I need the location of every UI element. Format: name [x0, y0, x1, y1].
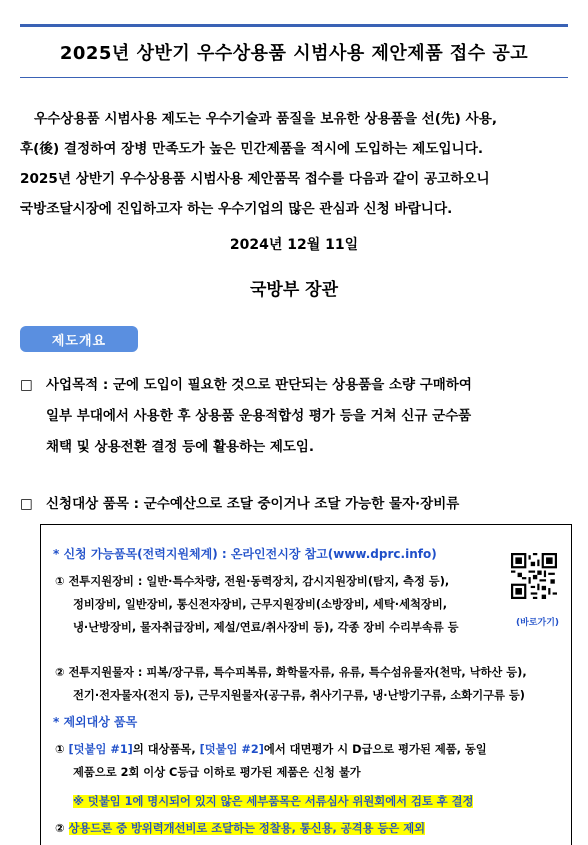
- excluded-item-1: [55, 741, 487, 757]
- page-title: 2025년 상반기 우수상용품 시범사용 제안제품 접수 공고: [59, 43, 529, 64]
- equipment-line: ① 전투지원장비 : 일반·특수차량, 전원·동력장치, 감시지원장비(탐지, 측정 등),: [55, 575, 450, 588]
- title-box: [20, 24, 568, 78]
- target-section: [20, 489, 575, 520]
- issuer: 국방부 장관: [249, 280, 339, 300]
- target-line: 신청대상 품목 : 군수예산으로 조달 중이거나 조달 가능한 물자·장비류: [46, 496, 460, 512]
- material-line: ② 전투지원물자 : 피복/장구류, 특수피복류, 화학물자류, 유류, 특수섬유물자(천막, 낙하산 등),: [55, 666, 527, 679]
- item-number: ①: [55, 743, 65, 756]
- note-line: [73, 793, 473, 809]
- drone-exclusion-text: 상용드론 중 방위력개선비로 조달하는 정찰용, 통신용, 공격용 등은 제외: [68, 822, 426, 835]
- equipment-line: 정비장비, 일반장비, 통신전자장비, 근무지원장비(소방장비, 세탁·세척장비,: [73, 598, 448, 611]
- excluded-line: 제품으로 2회 이상 C등급 이하로 평가된 제품은 신청 불가: [73, 766, 361, 779]
- note-highlight: ※ 덧붙임 1에 명시되어 있지 않은 세부품목은 서류심사 위원회에서 검토 후 결정: [73, 795, 474, 808]
- intro-line: 우수상용품 시범사용 제도는 우수기술과 품질을 보유한 상용품을 선(先) 사용,: [34, 111, 497, 127]
- intro-line: 국방조달시장에 진입하고자 하는 우수기업의 많은 관심과 신청 바랍니다.: [20, 201, 453, 217]
- intro-line: 2025년 상반기 우수상용품 시범사용 제안품목 접수를 다음과 같이 공고하오니: [20, 171, 490, 187]
- intro-paragraph: [20, 104, 570, 224]
- purpose-section: [20, 370, 575, 463]
- checkbox-bullet: □: [20, 377, 33, 393]
- excluded-item-2: [55, 820, 425, 836]
- qr-code-icon[interactable]: [511, 553, 557, 599]
- excluded-text: 의 대상품목,: [132, 743, 200, 756]
- available-heading: * 신청 가능품목(전력지원체계) : 온라인전시장 참고(www.dprc.info): [53, 547, 437, 561]
- qr-shortcut-link[interactable]: (바로가기): [516, 618, 560, 628]
- checkbox-bullet: □: [20, 496, 33, 512]
- excluded-text: 에서 대면평가 시 D급으로 평가된 제품, 동일: [263, 743, 487, 756]
- excluded-heading: * 제외대상 품목: [53, 715, 138, 729]
- attachment-2-link[interactable]: [덧붙임 #2]: [199, 743, 264, 756]
- purpose-line: 채택 및 상용전환 결정 등에 활용하는 제도임.: [46, 439, 315, 455]
- purpose-line: 사업목적 : 군에 도입이 필요한 것으로 판단되는 상용품을 소량 구매하여: [46, 377, 472, 393]
- intro-line: 후(後) 결정하여 장병 만족도가 높은 민간제품을 적시에 도입하는 제도입니다.: [20, 141, 483, 157]
- purpose-line: 일부 부대에서 사용한 후 상용품 운용적합성 평가 등을 거쳐 신규 군수품: [46, 408, 472, 424]
- details-box: [40, 524, 572, 845]
- announcement-date: 2024년 12월 11일: [229, 237, 359, 253]
- material-line: 전기·전자물자(전지 등), 근무지원물자(공구류, 취사기구류, 냉·난방기구류, 소화기구류 등): [73, 689, 525, 702]
- item-number: ②: [55, 822, 65, 835]
- attachment-1-link[interactable]: [덧붙임 #1]: [68, 743, 133, 756]
- section-pill-overview: 제도개요: [20, 326, 138, 352]
- equipment-line: 냉·난방장비, 물자취급장비, 제설/연료/취사장비 등), 각종 장비 수리부속류 등: [73, 621, 459, 634]
